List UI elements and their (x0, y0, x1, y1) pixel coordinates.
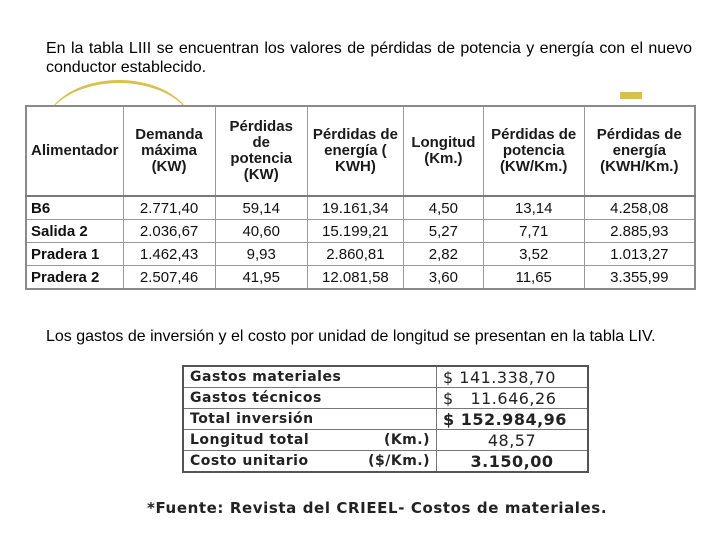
cost-label (183, 451, 437, 473)
header-alimentador: Alimentador (26, 106, 123, 196)
investment-table (182, 365, 589, 473)
cell-perdidas-potencia: 41,95 (215, 266, 307, 290)
table-row (183, 430, 588, 451)
cell-potencia-km: 13,14 (483, 196, 584, 220)
cost-label (183, 366, 437, 388)
cell-perdidas-energia: 2.860,81 (307, 243, 403, 266)
cell-energia-km: 1.013,27 (584, 243, 695, 266)
cell-perdidas-energia: 12.081,58 (307, 266, 403, 290)
cost-label (183, 430, 437, 451)
cost-label-text: Total inversión (190, 411, 314, 427)
cost-value: $ 152.984,96 (437, 409, 589, 430)
cell-perdidas-energia: 19.161,34 (307, 196, 403, 220)
header-perdidas-potencia-km: Pérdidas de potencia (KW/Km.) (483, 106, 584, 196)
cell-alimentador: Salida 2 (26, 220, 123, 243)
cell-perdidas-potencia: 40,60 (215, 220, 307, 243)
source-note: *Fuente: Revista del CRIEEL- Costos de materiales. (147, 499, 608, 517)
header-perdidas-energia: Pérdidas de energía ( KWH) (307, 106, 403, 196)
table-row (26, 196, 695, 220)
cell-alimentador: B6 (26, 196, 123, 220)
cell-alimentador: Pradera 2 (26, 266, 123, 290)
losses-table-header-row (26, 106, 695, 196)
cost-value: $ 11.646,26 (437, 388, 589, 409)
table-row (183, 409, 588, 430)
cell-longitud: 3,60 (403, 266, 483, 290)
cell-potencia-km: 3,52 (483, 243, 584, 266)
cell-energia-km: 2.885,93 (584, 220, 695, 243)
cell-perdidas-potencia: 59,14 (215, 196, 307, 220)
cost-value: 48,57 (437, 430, 589, 451)
cell-longitud: 2,82 (403, 243, 483, 266)
cell-longitud: 4,50 (403, 196, 483, 220)
cost-label-text: Longitud total (190, 432, 310, 448)
cost-label (183, 388, 437, 409)
cell-demanda: 1.462,43 (123, 243, 215, 266)
header-longitud: Longitud (Km.) (403, 106, 483, 196)
intro-paragraph: En la tabla LIII se encuentran los valores de pérdidas de potencia y energía con el nuevo conductor establecido. (46, 40, 692, 76)
header-demanda-maxima: Demanda máxima (KW) (123, 106, 215, 196)
cell-energia-km: 3.355,99 (584, 266, 695, 290)
cost-label-text: Gastos técnicos (190, 390, 322, 406)
cost-label-text: Costo unitario (190, 453, 309, 469)
cell-demanda: 2.771,40 (123, 196, 215, 220)
table-row (26, 243, 695, 266)
cell-energia-km: 4.258,08 (584, 196, 695, 220)
table-row (26, 220, 695, 243)
table-row (183, 451, 588, 473)
cost-label-text: Gastos materiales (190, 369, 342, 385)
cell-alimentador: Pradera 1 (26, 243, 123, 266)
cost-unit: (Km.) (383, 432, 430, 448)
cell-potencia-km: 7,71 (483, 220, 584, 243)
cell-demanda: 2.036,67 (123, 220, 215, 243)
investment-paragraph: Los gastos de inversión y el costo por unidad de longitud se presentan en la tabla LIV. (46, 328, 656, 345)
cost-value: 3.150,00 (437, 451, 589, 473)
header-perdidas-energia-km: Pérdidas de energía (KWH/Km.) (584, 106, 695, 196)
table-row (183, 366, 588, 388)
cost-unit: ($/Km.) (368, 453, 430, 469)
cell-perdidas-energia: 15.199,21 (307, 220, 403, 243)
cost-value: $ 141.338,70 (437, 366, 589, 388)
header-perdidas-potencia: Pérdidas de potencia (KW) (215, 106, 307, 196)
cell-perdidas-potencia: 9,93 (215, 243, 307, 266)
cell-demanda: 2.507,46 (123, 266, 215, 290)
cell-longitud: 5,27 (403, 220, 483, 243)
cell-potencia-km: 11,65 (483, 266, 584, 290)
table-row (183, 388, 588, 409)
losses-table (25, 105, 696, 290)
cost-label (183, 409, 437, 430)
decorative-tick (620, 92, 642, 99)
table-row (26, 266, 695, 290)
